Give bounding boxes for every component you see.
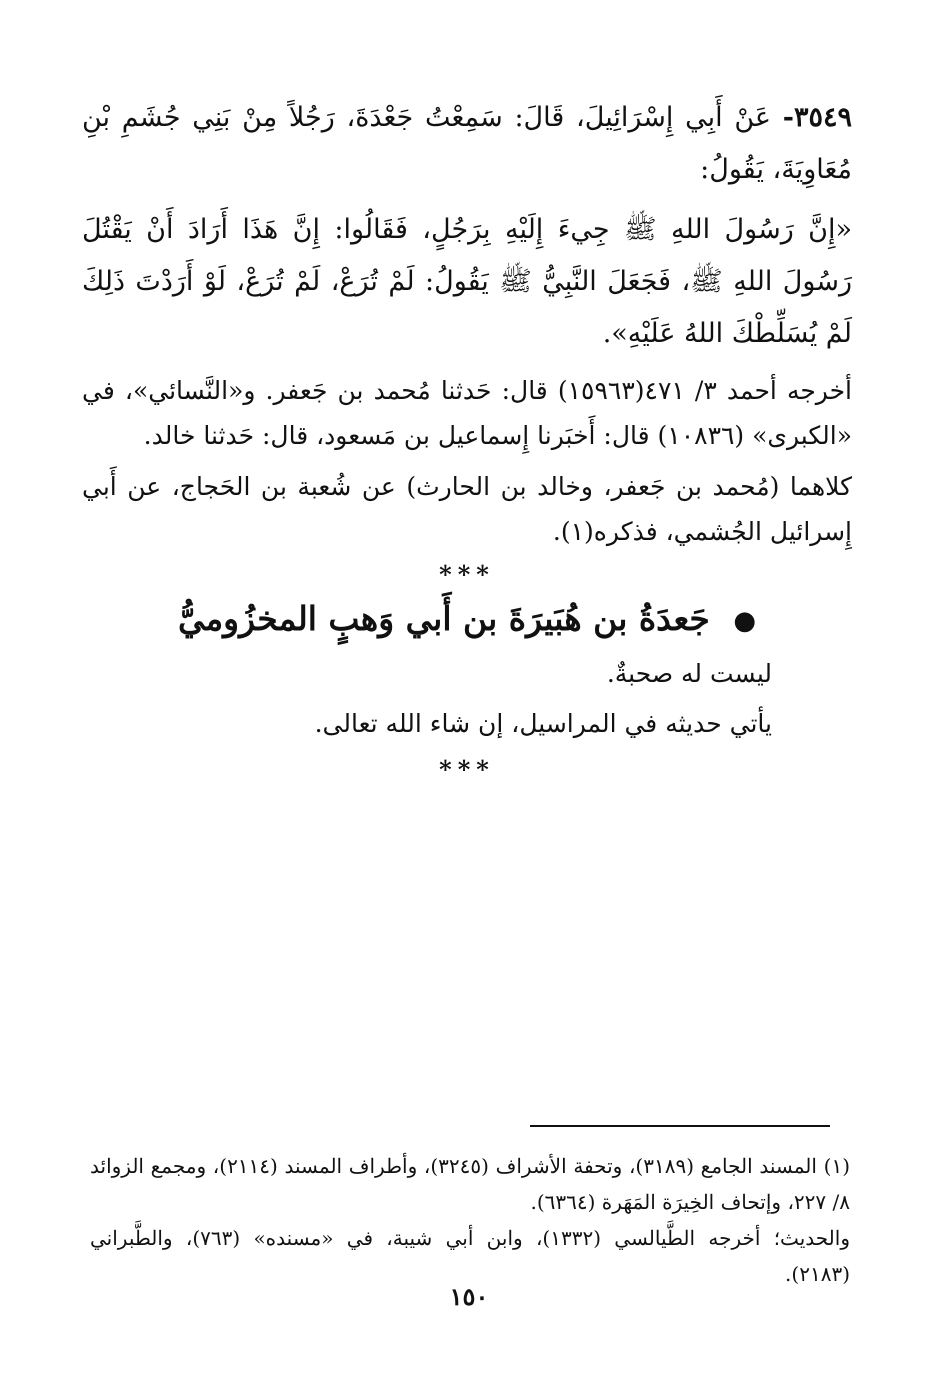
narrator-name: جَعدَةُ بن هُبَيرَةَ بن أَبي وَهبٍ المخزُوميُّ <box>177 599 710 638</box>
biography-note-1: ليست له صحبةٌ. <box>606 659 772 688</box>
takhrij-paragraph-1: أخرجه أحمد ٣/ ٤٧١(١٥٩٦٣) قال: حَدثنا مُحمد بن جَعفر. و«النَّسائي»، في «الكبرى» (١٠٨٣٦) قال: أَخبَرنا إِسماعيل بن مَسعود، قال: حَدثنا خالد. <box>82 376 852 450</box>
page-number: ١٥٠ <box>449 1282 489 1311</box>
footnote-divider <box>530 1125 830 1127</box>
main-text <box>82 92 852 786</box>
bullet-icon: ● <box>733 606 756 636</box>
hadith-number: ٣٥٤٩- <box>782 102 852 133</box>
footnote-1: (١) المسند الجامع (٣١٨٩)، وتحفة الأشراف (٣٢٤٥)، وأطراف المسند (٢١١٤)، ومجمع الزوائد ٨/ ٢٢٧، وإتحاف الخِيرَة المَهَرة (٦٣٦٤). <box>90 1154 850 1214</box>
hadith-isnad: عَنْ أَبِي إِسْرَائِيلَ، قَالَ: سَمِعْتُ جَعْدَةَ، رَجُلاً مِنْ بَنِي جُشَمِ بْنِ مُعَاوِيَةَ، يَقُولُ: <box>82 102 852 185</box>
footnotes <box>90 1148 850 1292</box>
section-separator-top: *** <box>439 560 495 589</box>
hadith-matn: «إِنَّ رَسُولَ اللهِ ﷺ جِيءَ إِلَيْهِ بِرَجُلٍ، فَقَالُوا: إِنَّ هَذَا أَرَادَ أَنْ يَقْتُلَ رَسُولَ اللهِ ﷺ، فَجَعَلَ النَّبِيُّ ﷺ يَقُولُ: لَمْ تُرَعْ، لَمْ تُرَعْ، لَوْ أَرَدْتَ ذَلِكَ لَمْ يُسَلِّطْكَ اللهُ عَلَيْهِ». <box>82 214 852 349</box>
narrator-heading <box>82 591 852 649</box>
footnote-2: والحديث؛ أخرجه الطَّيالسي (١٣٣٢)، وابن أبي شيبة، في «مسنده» (٧٦٣)، والطَّبراني (٢١٨٣). <box>90 1226 850 1286</box>
takhrij-paragraph-2: كلاهما (مُحمد بن جَعفر، وخالد بن الحارث) عن شُعبة بن الحَجاج، عن أَبي إِسرائيل الجُشمي، فذكره(١). <box>82 472 852 546</box>
hadith-text <box>82 92 852 196</box>
section-separator-bottom: *** <box>439 755 495 784</box>
biography-note-2: يأتي حديثه في المراسيل، إن شاء الله تعالى. <box>314 709 772 738</box>
